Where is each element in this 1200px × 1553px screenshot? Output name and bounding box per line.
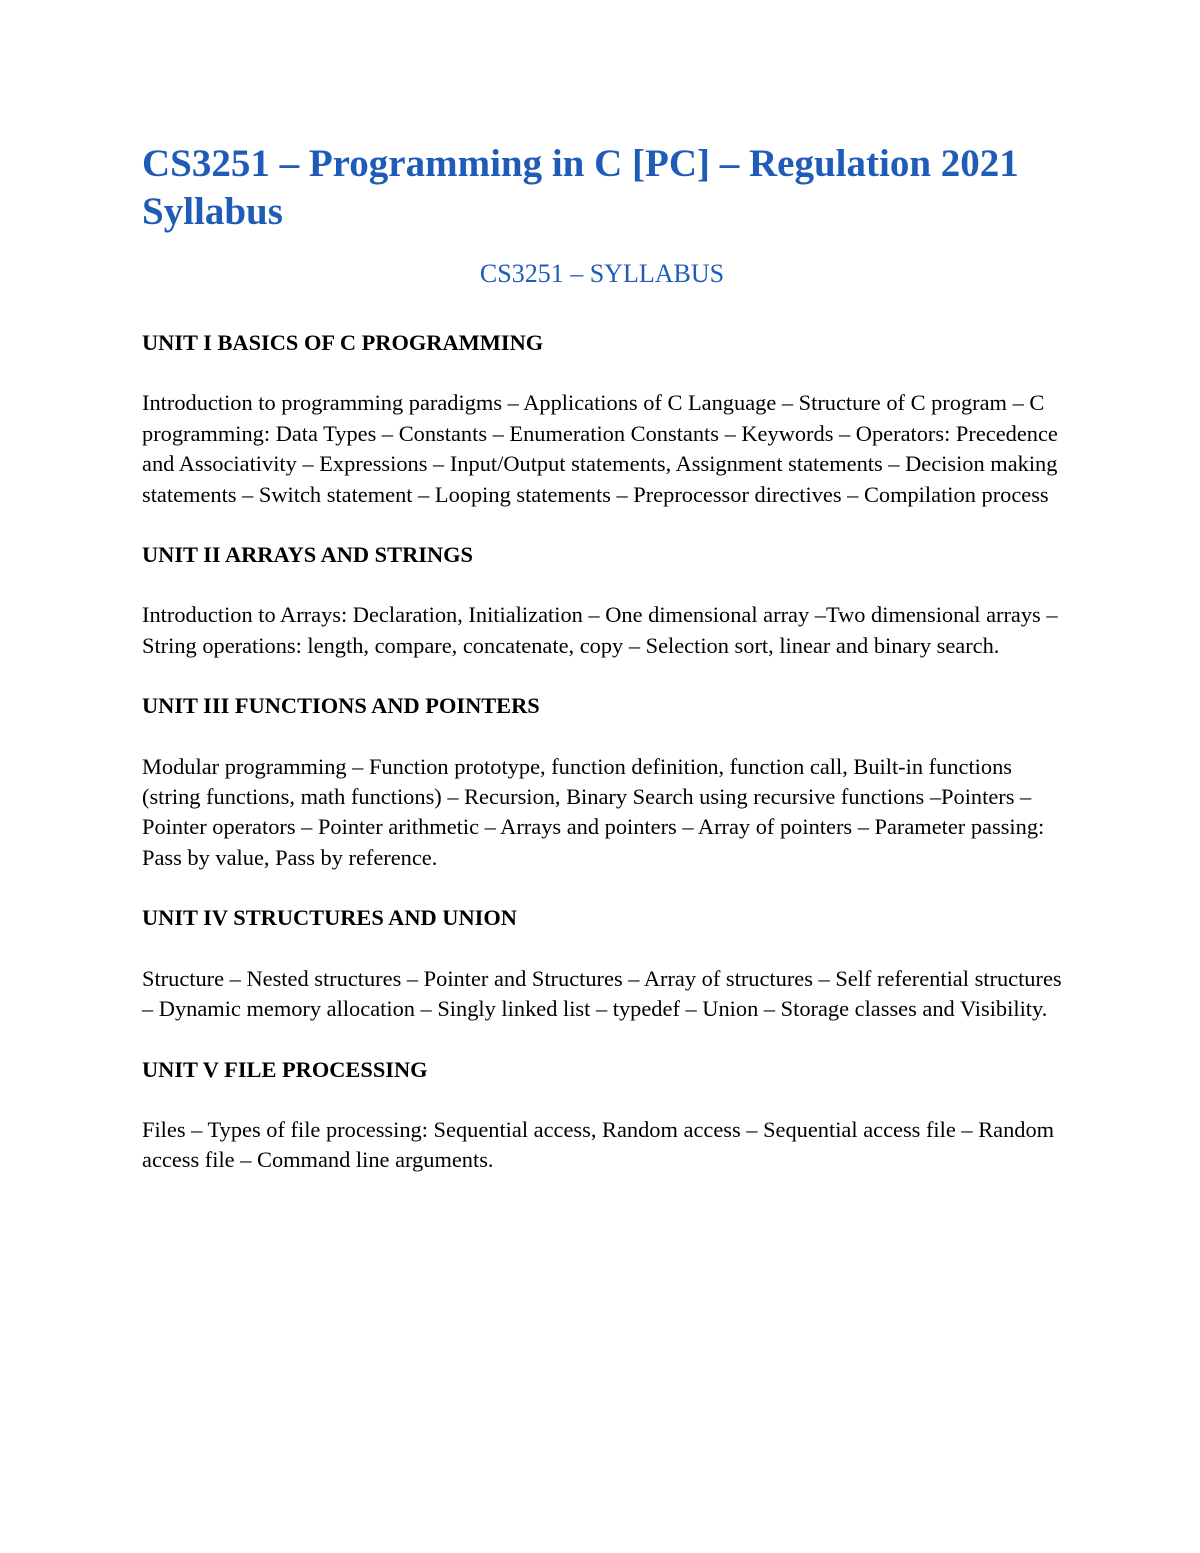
- unit-heading: UNIT II ARRAYS AND STRINGS: [142, 542, 473, 568]
- unit-heading: UNIT IV STRUCTURES AND UNION: [142, 905, 517, 931]
- document-title: CS3251 – Programming in C [PC] – Regulation 2021 Syllabus: [142, 142, 1019, 233]
- unit-heading: UNIT I BASICS OF C PROGRAMMING: [142, 330, 544, 355]
- syllabus-heading: CS3251 – SYLLABUS: [479, 259, 725, 288]
- unit-description: Introduction to Arrays: Declaration, Initialization – One dimensional array –Two dimensional arrays – String operations: length, compare, concatenate, copy – Selection sort, linear and binary search.: [142, 602, 1058, 658]
- unit-section-3: [142, 691, 1062, 873]
- unit-description: Introduction to programming paradigms – Applications of C Language – Structure of C program – C programming: Data Types – Constants – Enumeration Constants – Keywords – Operators: Precedence and Associativity – Expressions – Input/Output statements, Assignment statements – Decision making statements – Switch statement – Looping statements – Preprocessor directives – Compilation process: [142, 390, 1058, 507]
- unit-section-1: [142, 328, 1062, 510]
- unit-heading: UNIT III FUNCTIONS AND POINTERS: [142, 693, 540, 719]
- unit-heading: UNIT V FILE PROCESSING: [142, 1056, 428, 1082]
- unit-section-4: [142, 903, 1062, 1024]
- unit-section-2: [142, 540, 1062, 661]
- unit-description: Modular programming – Function prototype, function definition, function call, Built-in functions (string functions, math functions) – Recursion, Binary Search using recursive functions –Pointers – Pointer operators – Pointer arithmetic – Arrays and pointers – Array of pointers – Parameter passing: Pass by value, Pass by reference.: [142, 753, 1045, 870]
- unit-section-5: [142, 1055, 1062, 1176]
- unit-description: Files – Types of file processing: Sequential access, Random access – Sequential access file – Random access file – Command line arguments.: [142, 1116, 1055, 1173]
- document-page: [142, 140, 1062, 1176]
- unit-description: Structure – Nested structures – Pointer and Structures – Array of structures – Self referential structures – Dynamic memory allocation – Singly linked list – typedef – Union – Storage classes and Visibility.: [142, 965, 1062, 1022]
